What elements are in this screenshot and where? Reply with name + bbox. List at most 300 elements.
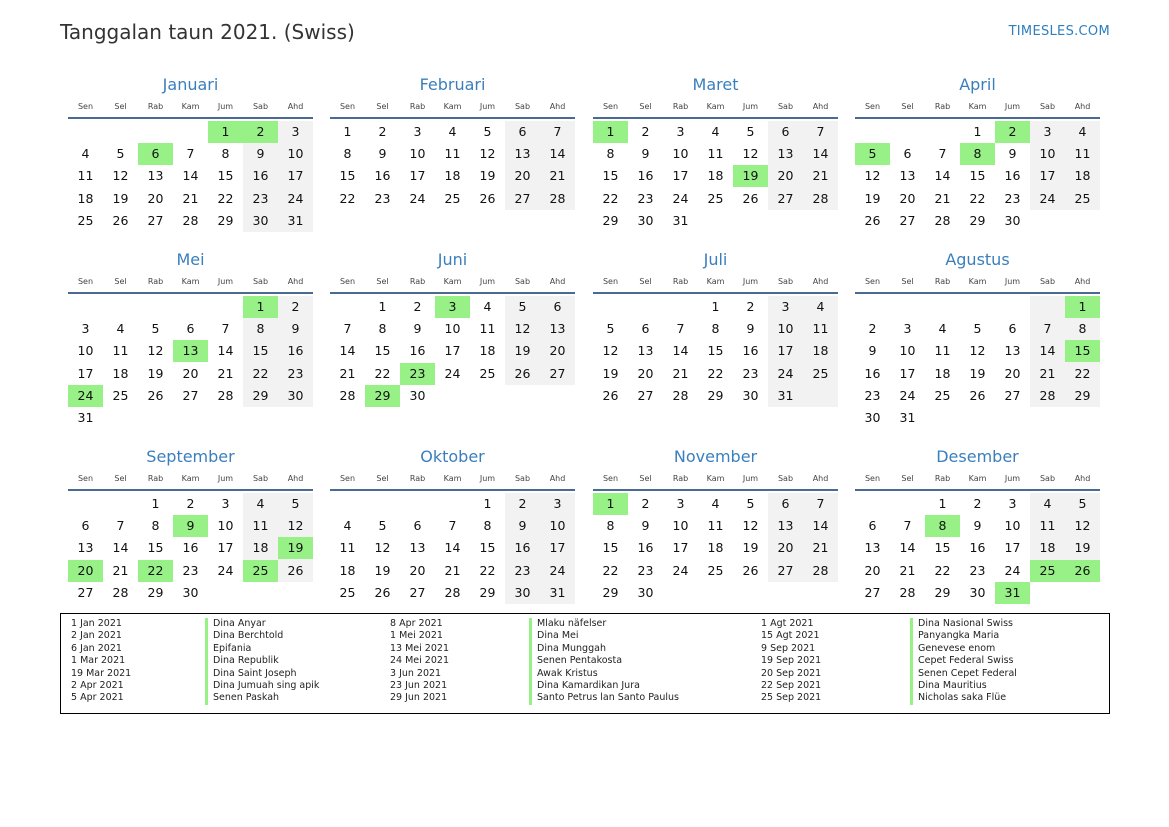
day-cell: 16 — [409, 343, 426, 359]
day-cell: 7 — [448, 518, 457, 534]
day-grid — [330, 493, 575, 628]
day-cell: 10 — [777, 321, 794, 337]
day-cell: 29 — [1074, 387, 1091, 403]
day-cell: 2 — [186, 496, 195, 511]
legend-holiday-name: Nicholas saka Flüe — [910, 692, 1017, 704]
day-cell: 17 — [777, 343, 794, 359]
holiday-legend — [60, 613, 1110, 714]
weekday-label: Ahd — [287, 474, 304, 483]
day-cell: 17 — [287, 168, 304, 184]
holiday-day-cell: 22 — [138, 560, 173, 582]
day-cell: 5 — [746, 496, 755, 511]
day-cell: 4 — [483, 299, 492, 314]
day-cell: 11 — [812, 321, 829, 337]
day-cell: 25 — [77, 212, 94, 228]
day-cell: 30 — [409, 387, 426, 403]
day-cell: 14 — [812, 146, 829, 162]
brand-link[interactable]: TIMESLES.COM — [1008, 24, 1110, 39]
day-cell: 24 — [444, 365, 461, 381]
holiday-day-cell: 25 — [1030, 560, 1065, 582]
month-februari — [330, 74, 575, 256]
day-cell: 26 — [374, 584, 391, 600]
weekday-label: Sel — [639, 277, 652, 286]
weekday-label: Sen — [339, 474, 356, 483]
day-cell: 28 — [217, 387, 234, 403]
day-cell: 20 — [409, 562, 426, 578]
day-cell: 28 — [934, 212, 951, 228]
day-cell: 7 — [816, 124, 825, 139]
weekday-label: Sel — [114, 102, 127, 111]
day-cell: 4 — [711, 496, 720, 511]
holiday-day-cell: 8 — [925, 515, 960, 537]
day-cell: 19 — [374, 562, 391, 578]
day-cell: 25 — [444, 190, 461, 206]
day-cell: 9 — [641, 518, 650, 534]
day-grid — [330, 121, 575, 256]
day-cell: 8 — [1078, 321, 1087, 337]
weekday-label: Sen — [864, 102, 881, 111]
weekday-label: Rab — [409, 277, 426, 286]
weekday-label: Sab — [514, 474, 531, 483]
weekday-label: Sen — [77, 102, 94, 111]
day-cell: 20 — [182, 365, 199, 381]
weekday-label: Rab — [672, 102, 689, 111]
day-cell: 20 — [777, 540, 794, 556]
day-cell: 26 — [112, 212, 129, 228]
day-grid — [330, 296, 575, 431]
weekday-header — [330, 97, 575, 117]
day-cell: 12 — [969, 343, 986, 359]
day-cell: 27 — [514, 190, 531, 206]
month-name: Juli — [703, 250, 728, 269]
weekday-label: Sab — [1039, 474, 1056, 483]
day-cell: 25 — [934, 387, 951, 403]
day-grid — [68, 493, 313, 628]
day-cell: 13 — [777, 146, 794, 162]
day-cell: 18 — [1074, 168, 1091, 184]
day-cell: 4 — [711, 124, 720, 139]
day-cell: 29 — [934, 584, 951, 600]
weekday-label: Kam — [181, 277, 200, 286]
day-cell: 30 — [182, 584, 199, 600]
header-divider — [68, 292, 313, 294]
weekday-label: Jum — [742, 277, 759, 286]
day-cell: 21 — [339, 365, 356, 381]
day-cell: 25 — [112, 387, 129, 403]
month-november — [593, 446, 838, 628]
day-cell: 24 — [549, 562, 566, 578]
month-name: September — [146, 447, 235, 466]
day-cell: 12 — [374, 540, 391, 556]
weekday-label: Sel — [639, 102, 652, 111]
day-cell: 24 — [899, 387, 916, 403]
day-cell: 12 — [514, 321, 531, 337]
legend-holiday-name: Dina Mei — [529, 630, 679, 642]
day-cell: 26 — [742, 562, 759, 578]
day-cell: 3 — [291, 124, 300, 139]
day-cell: 21 — [444, 562, 461, 578]
weekday-label: Sen — [864, 277, 881, 286]
header-divider — [855, 117, 1100, 119]
legend-holiday-name: Dina Jumuah sing apik — [205, 680, 319, 692]
header-divider — [593, 292, 838, 294]
day-cell: 2 — [746, 299, 755, 314]
day-cell: 26 — [742, 190, 759, 206]
day-cell: 7 — [186, 146, 195, 162]
legend-holiday-name: Dina Republik — [205, 655, 319, 667]
day-cell: 9 — [518, 518, 527, 534]
legend-holiday-name: Dina Saint Joseph — [205, 668, 319, 680]
day-cell: 17 — [77, 365, 94, 381]
legend-holiday-name: Senen Paskah — [205, 692, 319, 704]
weekday-label: Kam — [706, 474, 725, 483]
day-cell: 6 — [903, 146, 912, 162]
day-cell: 30 — [1004, 212, 1021, 228]
day-cell: 24 — [217, 562, 234, 578]
weekday-label: Jum — [742, 474, 759, 483]
day-cell: 11 — [339, 540, 356, 556]
legend-date-column — [761, 618, 821, 705]
day-cell: 7 — [116, 518, 125, 534]
day-cell: 3 — [1043, 124, 1052, 139]
day-cell: 4 — [448, 124, 457, 139]
legend-date: 1 Mei 2021 — [390, 630, 443, 642]
day-cell: 28 — [812, 190, 829, 206]
day-cell: 8 — [483, 518, 492, 534]
day-cell: 14 — [672, 343, 689, 359]
day-cell: 23 — [374, 190, 391, 206]
weekday-label: Jum — [1004, 102, 1021, 111]
day-cell: 6 — [518, 124, 527, 139]
day-cell: 10 — [899, 343, 916, 359]
legend-date: 19 Mar 2021 — [71, 667, 132, 679]
day-cell: 13 — [147, 168, 164, 184]
legend-date-column — [390, 618, 449, 705]
weekday-label: Sen — [339, 102, 356, 111]
weekday-label: Ahd — [812, 474, 829, 483]
day-cell: 29 — [217, 212, 234, 228]
day-cell: 31 — [287, 212, 304, 228]
day-cell: 11 — [252, 518, 269, 534]
weekday-label: Kam — [706, 277, 725, 286]
day-cell: 16 — [287, 343, 304, 359]
day-cell: 11 — [444, 146, 461, 162]
weekday-label: Jum — [217, 474, 234, 483]
day-cell: 9 — [256, 146, 265, 162]
day-cell: 9 — [868, 343, 877, 359]
day-cell: 27 — [147, 212, 164, 228]
day-cell: 17 — [409, 168, 426, 184]
day-cell: 4 — [81, 146, 90, 162]
weekday-label: Sen — [864, 474, 881, 483]
day-cell: 13 — [514, 146, 531, 162]
legend-date: 8 Apr 2021 — [390, 618, 443, 629]
weekday-label: Rab — [934, 474, 951, 483]
weekday-label: Sen — [77, 474, 94, 483]
day-cell: 10 — [217, 518, 234, 534]
day-cell: 2 — [868, 321, 877, 337]
legend-holiday-name: Genevese enom — [910, 643, 1017, 655]
day-cell: 20 — [1004, 365, 1021, 381]
day-cell: 16 — [182, 540, 199, 556]
day-cell: 6 — [81, 518, 90, 534]
weekday-label: Sab — [252, 474, 269, 483]
day-cell: 25 — [1074, 190, 1091, 206]
day-cell: 14 — [549, 146, 566, 162]
day-cell: 13 — [637, 343, 654, 359]
legend-holiday-name: Santo Petrus lan Santo Paulus — [529, 692, 679, 704]
weekday-label: Sel — [376, 102, 389, 111]
day-cell: 4 — [1078, 124, 1087, 139]
day-cell: 8 — [221, 146, 230, 162]
day-cell: 29 — [969, 212, 986, 228]
day-cell: 3 — [221, 496, 230, 511]
day-cell: 15 — [147, 540, 164, 556]
day-cell: 7 — [343, 321, 352, 337]
day-cell: 7 — [676, 321, 685, 337]
day-cell: 20 — [549, 343, 566, 359]
legend-date: 1 Jan 2021 — [71, 618, 122, 629]
day-cell: 10 — [444, 321, 461, 337]
day-cell: 25 — [479, 365, 496, 381]
day-cell: 12 — [864, 168, 881, 184]
day-cell: 21 — [1039, 365, 1056, 381]
header-divider — [68, 489, 313, 491]
weekday-label: Sab — [777, 102, 794, 111]
day-cell: 21 — [549, 168, 566, 184]
day-cell: 24 — [409, 190, 426, 206]
day-cell: 31 — [672, 212, 689, 228]
holiday-day-cell: 19 — [733, 165, 768, 187]
day-cell: 3 — [413, 124, 422, 139]
day-cell: 15 — [339, 168, 356, 184]
day-cell: 28 — [812, 562, 829, 578]
weekday-label: Sab — [252, 102, 269, 111]
day-cell: 4 — [343, 518, 352, 534]
weekday-label: Jum — [479, 102, 496, 111]
day-cell: 29 — [479, 584, 496, 600]
weekday-label: Kam — [181, 474, 200, 483]
day-cell: 19 — [479, 168, 496, 184]
month-maret — [593, 74, 838, 256]
day-cell: 22 — [479, 562, 496, 578]
day-cell: 4 — [938, 321, 947, 337]
legend-name-column — [529, 618, 679, 705]
day-cell: 13 — [864, 540, 881, 556]
month-name: Januari — [162, 75, 219, 94]
day-cell: 14 — [112, 540, 129, 556]
day-cell: 11 — [112, 343, 129, 359]
header-divider — [330, 292, 575, 294]
weekday-header — [855, 469, 1100, 489]
month-name: November — [673, 447, 758, 466]
month-name: Oktober — [420, 447, 485, 466]
day-cell: 3 — [553, 496, 562, 511]
day-cell: 5 — [973, 321, 982, 337]
day-cell: 22 — [217, 190, 234, 206]
day-cell: 8 — [256, 321, 265, 337]
legend-holiday-name: Dina Munggah — [529, 643, 679, 655]
day-cell: 3 — [781, 299, 790, 314]
day-cell: 10 — [1004, 518, 1021, 534]
day-cell: 30 — [514, 584, 531, 600]
day-cell: 18 — [77, 190, 94, 206]
month-name: Maret — [692, 75, 739, 94]
day-cell: 23 — [637, 190, 654, 206]
day-cell: 16 — [252, 168, 269, 184]
legend-holiday-name: Senen Pentakosta — [529, 655, 679, 667]
day-cell: 8 — [343, 146, 352, 162]
day-cell: 21 — [217, 365, 234, 381]
day-cell: 9 — [413, 321, 422, 337]
day-cell: 17 — [672, 168, 689, 184]
legend-date: 29 Jun 2021 — [390, 692, 448, 704]
day-cell: 28 — [549, 190, 566, 206]
holiday-day-cell: 9 — [173, 515, 208, 537]
day-cell: 25 — [707, 190, 724, 206]
weekday-label: Jum — [479, 277, 496, 286]
weekday-label: Ahd — [287, 277, 304, 286]
day-cell: 19 — [969, 365, 986, 381]
day-cell: 25 — [707, 562, 724, 578]
month-juli — [593, 249, 838, 431]
weekday-header — [593, 97, 838, 117]
day-cell: 8 — [151, 518, 160, 534]
legend-date: 2 Jan 2021 — [71, 630, 122, 642]
day-cell: 3 — [903, 321, 912, 337]
weekday-label: Rab — [409, 474, 426, 483]
day-cell: 23 — [742, 365, 759, 381]
day-cell: 11 — [77, 168, 94, 184]
legend-date: 15 Agt 2021 — [761, 630, 820, 642]
day-cell: 29 — [147, 584, 164, 600]
weekday-label: Kam — [443, 474, 462, 483]
weekday-label: Jum — [217, 102, 234, 111]
day-cell: 22 — [602, 190, 619, 206]
month-juni — [330, 249, 575, 431]
day-cell: 26 — [602, 387, 619, 403]
day-cell: 17 — [217, 540, 234, 556]
legend-holiday-name: Dina Berchtold — [205, 630, 319, 642]
day-cell: 23 — [864, 387, 881, 403]
day-cell: 17 — [672, 540, 689, 556]
weekday-header — [68, 469, 313, 489]
day-cell: 30 — [637, 584, 654, 600]
day-cell: 19 — [514, 343, 531, 359]
day-cell: 7 — [553, 124, 562, 139]
day-cell: 4 — [116, 321, 125, 337]
day-cell: 16 — [864, 365, 881, 381]
day-cell: 28 — [899, 584, 916, 600]
month-desember — [855, 446, 1100, 628]
day-cell: 21 — [812, 540, 829, 556]
weekday-label: Rab — [409, 102, 426, 111]
holiday-day-cell: 3 — [435, 296, 470, 318]
legend-date: 1 Agt 2021 — [761, 618, 814, 629]
day-cell: 23 — [969, 562, 986, 578]
weekday-label: Ahd — [549, 277, 566, 286]
day-cell: 28 — [182, 212, 199, 228]
day-cell: 1 — [151, 496, 160, 511]
weekday-label: Sab — [514, 277, 531, 286]
day-cell: 5 — [291, 496, 300, 511]
day-cell: 12 — [742, 518, 759, 534]
page-title: Tanggalan taun 2021. (Swiss) — [60, 20, 355, 44]
day-cell: 10 — [77, 343, 94, 359]
day-cell: 10 — [549, 518, 566, 534]
day-cell: 3 — [676, 124, 685, 139]
legend-holiday-name: Cepet Federal Swiss — [910, 655, 1017, 667]
weekday-label: Ahd — [1074, 102, 1091, 111]
header-divider — [330, 489, 575, 491]
day-cell: 22 — [707, 365, 724, 381]
day-cell: 15 — [252, 343, 269, 359]
day-cell: 24 — [777, 365, 794, 381]
day-cell: 15 — [479, 540, 496, 556]
legend-date: 22 Sep 2021 — [761, 679, 822, 691]
day-cell: 14 — [1039, 343, 1056, 359]
weekday-label: Sel — [901, 277, 914, 286]
legend-holiday-name: Dina Nasional Swiss — [910, 618, 1017, 630]
day-cell: 7 — [816, 496, 825, 511]
day-cell: 2 — [291, 299, 300, 314]
day-cell: 13 — [77, 540, 94, 556]
day-cell: 17 — [1004, 540, 1021, 556]
day-cell: 3 — [1008, 496, 1017, 511]
day-cell: 21 — [672, 365, 689, 381]
weekday-label: Kam — [443, 102, 462, 111]
legend-date: 9 Sep 2021 — [761, 642, 816, 654]
legend-date: 2 Apr 2021 — [71, 679, 124, 691]
day-cell: 15 — [707, 343, 724, 359]
day-cell: 24 — [1004, 562, 1021, 578]
day-cell: 31 — [777, 387, 794, 403]
legend-date: 6 Jan 2021 — [71, 642, 122, 654]
month-name: Februari — [419, 75, 486, 94]
weekday-label: Rab — [147, 474, 164, 483]
day-cell: 30 — [252, 212, 269, 228]
day-cell: 27 — [899, 212, 916, 228]
weekday-label: Ahd — [1074, 277, 1091, 286]
day-cell: 23 — [637, 562, 654, 578]
day-cell: 11 — [707, 146, 724, 162]
weekday-label: Sel — [901, 474, 914, 483]
day-cell: 13 — [777, 518, 794, 534]
day-cell: 16 — [969, 540, 986, 556]
day-cell: 26 — [479, 190, 496, 206]
day-cell: 3 — [81, 321, 90, 337]
legend-date-column — [71, 618, 131, 705]
day-cell: 2 — [641, 124, 650, 139]
day-cell: 5 — [746, 124, 755, 139]
month-oktober — [330, 446, 575, 628]
weekday-label: Sel — [901, 102, 914, 111]
day-cell: 22 — [1074, 365, 1091, 381]
day-cell: 12 — [147, 343, 164, 359]
day-cell: 5 — [483, 124, 492, 139]
day-cell: 15 — [602, 168, 619, 184]
day-cell: 9 — [291, 321, 300, 337]
day-cell: 18 — [812, 343, 829, 359]
legend-date: 13 Mei 2021 — [390, 642, 449, 654]
day-cell: 16 — [374, 168, 391, 184]
legend-holiday-name: Senen Cepet Federal — [910, 668, 1017, 680]
weekday-label: Sen — [602, 474, 619, 483]
weekday-label: Sen — [339, 277, 356, 286]
day-cell: 9 — [378, 146, 387, 162]
day-cell: 24 — [672, 190, 689, 206]
day-cell: 7 — [903, 518, 912, 534]
